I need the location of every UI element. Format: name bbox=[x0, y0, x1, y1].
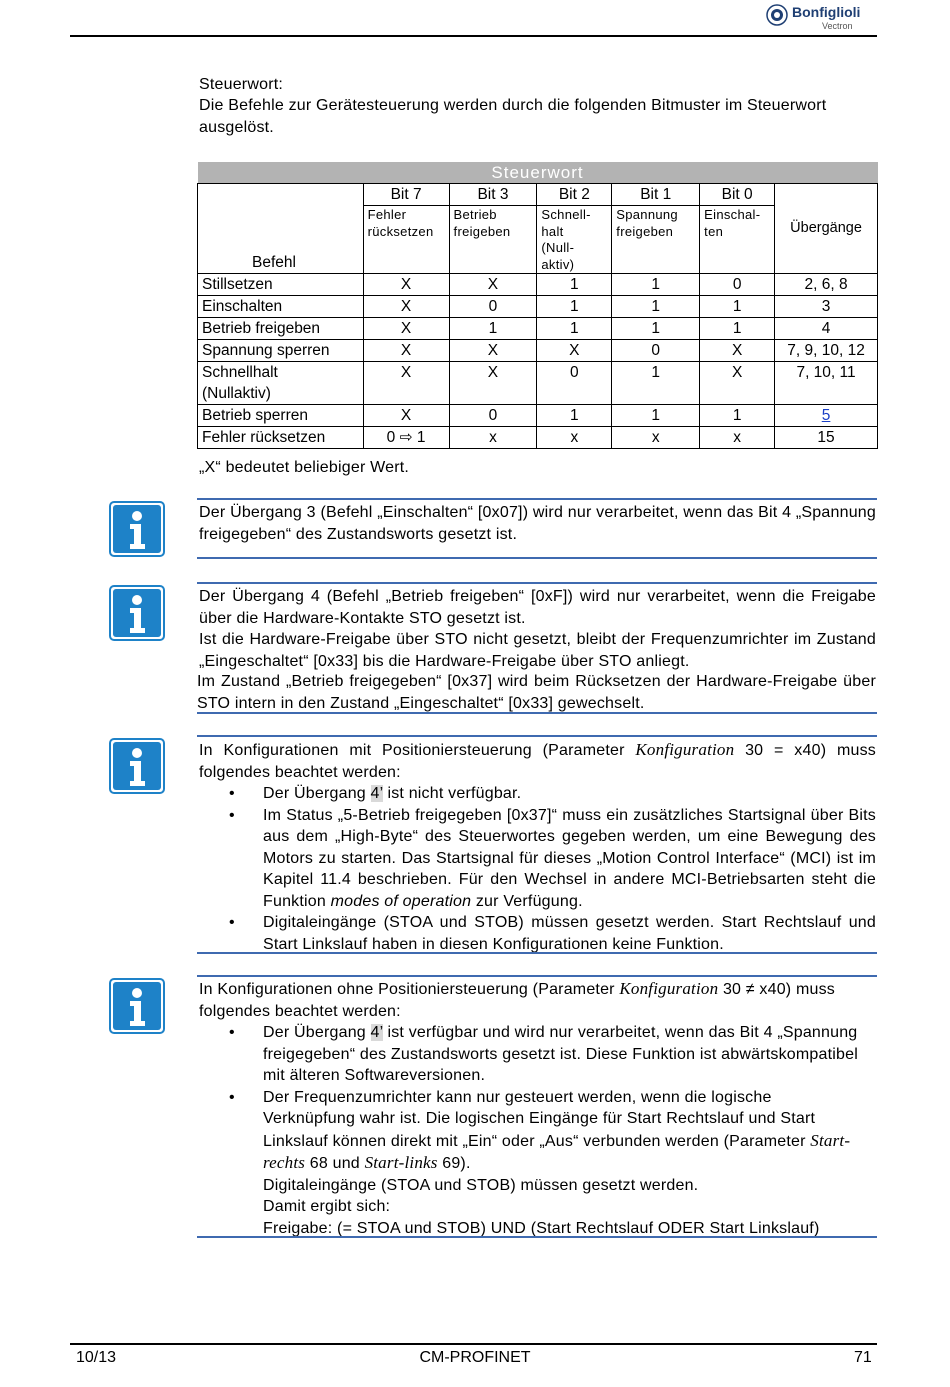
table-note: „X“ bedeutet beliebiger Wert. bbox=[199, 459, 410, 476]
bit-header: Bit 2 bbox=[537, 184, 612, 206]
note-separator bbox=[197, 952, 877, 954]
command-cell: Spannung sperren bbox=[198, 340, 364, 362]
command-cell: Betrieb sperren bbox=[198, 405, 364, 427]
bit-description: Spannung freigeben bbox=[612, 206, 700, 274]
value-cell: X bbox=[363, 405, 449, 427]
value-cell: 1 bbox=[449, 318, 537, 340]
note-separator bbox=[197, 735, 877, 737]
bit-description: Fehler rücksetzen bbox=[363, 206, 449, 274]
value-cell: 1 bbox=[700, 296, 775, 318]
value-cell: X bbox=[700, 340, 775, 362]
bit-description: Einschal- ten bbox=[700, 206, 775, 274]
value-cell: X bbox=[449, 274, 537, 296]
parameter-name: Start-rechts bbox=[263, 1130, 851, 1172]
value-cell: X bbox=[449, 340, 537, 362]
info-icon bbox=[109, 978, 165, 1034]
transition-cell: 7, 10, 11 bbox=[775, 362, 878, 405]
bit-header: Bit 0 bbox=[700, 184, 775, 206]
note-intro: In Konfigurationen ohne Positioniersteuerung (Parameter Konfiguration 30 ≠ x40) muss folgendes beachtet werden: bbox=[199, 979, 836, 1020]
note-paragraph: Der Übergang 4 (Befehl „Betrieb freigeben“ [0xF]) wird nur verarbeitet, wenn die Freigabe über die Hardware-Kontakte STO gesetzt ist. bbox=[199, 588, 876, 627]
intro-text: Die Befehle zur Gerätesteuerung werden durch die folgenden Bitmuster im Steuerwort ausgelöst. bbox=[199, 97, 827, 136]
value-cell: 1 bbox=[612, 296, 700, 318]
bit-description: Betrieb freigeben bbox=[449, 206, 537, 274]
bonfiglioli-logo-icon bbox=[766, 4, 788, 26]
transition-cell bbox=[775, 405, 878, 427]
bit-description: Schnell- halt (Null- aktiv) bbox=[537, 206, 612, 274]
list-item: • Digitaleingänge (STOA und STOB) müssen gesetzt werden. Start Rechtslauf und Start Linkslauf haben in diesen Konfigurationen keine Funktion. bbox=[199, 912, 876, 955]
bullet-list bbox=[199, 1022, 859, 1239]
value-cell: 1 bbox=[612, 405, 700, 427]
note-separator bbox=[197, 498, 877, 500]
table-title-row bbox=[198, 162, 878, 184]
list-item: • Der Frequenzumrichter kann nur gesteuert werden, wenn die logische Verknüpfung wahr ist. Die logischen Eingänge für Start Rechtslauf und Start Linkslauf können direkt mit „Ein“ oder „Aus“ verbunden werden (Parameter Start-rechts 68 und Start-links 69). Digitaleingänge (STOA und STOB) müssen gesetzt werden. Damit ergibt sich: Freigabe: (= STOA und STOB) UND (Start Rechtslauf ODER Start Linkslauf) bbox=[199, 1087, 859, 1240]
value-cell: X bbox=[537, 340, 612, 362]
bonfiglioli-logo bbox=[766, 2, 876, 34]
bit-header: Bit 1 bbox=[612, 184, 700, 206]
note-text: Der Übergang 3 (Befehl „Einschalten“ [0x07]) wird nur verarbeitet, wenn das Bit 4 „Spannung freigegeben“ des Zustandsworts gesetzt ist. bbox=[199, 504, 876, 543]
info-icon bbox=[109, 501, 165, 557]
footer-date: 10/13 bbox=[76, 1349, 117, 1366]
transition-cell: 4 bbox=[775, 318, 878, 340]
note-separator bbox=[197, 1236, 877, 1238]
befehl-header: Befehl bbox=[198, 184, 364, 274]
transition-cell: 15 bbox=[775, 427, 878, 449]
value-cell: 1 bbox=[537, 318, 612, 340]
value-cell: 1 bbox=[700, 318, 775, 340]
value-cell: x bbox=[612, 427, 700, 449]
command-cell: Fehler rücksetzen bbox=[198, 427, 364, 449]
parameter-name: Konfiguration bbox=[635, 740, 735, 759]
value-cell: 1 bbox=[612, 274, 700, 296]
value-cell: 1 bbox=[612, 362, 700, 405]
note-paragraph: Ist die Hardware-Freigabe über STO nicht gesetzt, bleibt der Frequenzumrichter im Zustand „Eingeschaltet“ [0x33] bis die Hardware-Freigabe über STO anliegt. bbox=[199, 631, 876, 670]
note-separator bbox=[197, 557, 877, 559]
note-separator bbox=[197, 712, 877, 714]
value-cell: 1 bbox=[700, 405, 775, 427]
logo-sub: Vectron bbox=[822, 21, 853, 31]
value-cell: X bbox=[700, 362, 775, 405]
transition-cell: 7, 9, 10, 12 bbox=[775, 340, 878, 362]
value-cell: x bbox=[700, 427, 775, 449]
value-cell: 0 bbox=[700, 274, 775, 296]
value-cell: 1 bbox=[537, 274, 612, 296]
parameter-name: Konfiguration bbox=[619, 979, 719, 998]
note-block bbox=[199, 978, 859, 1239]
command-cell: Schnellhalt (Nullaktiv) bbox=[198, 362, 364, 405]
list-item: • Der Übergang 4’ ist verfügbar und wird nur verarbeitet, wenn das Bit 4 „Spannung freigegeben“ des Zustandsworts gesetzt ist. Diese Funktion ist abwärtskompatibel mit älteren Softwareversionen. bbox=[199, 1022, 859, 1087]
value-cell: 0 bbox=[449, 405, 537, 427]
parameter-name: Start-links bbox=[364, 1153, 438, 1172]
info-icon bbox=[109, 585, 165, 641]
value-cell: 0 bbox=[612, 340, 700, 362]
table-row bbox=[198, 405, 878, 427]
bit-header: Bit 7 bbox=[363, 184, 449, 206]
steuerwort-table bbox=[197, 162, 878, 449]
command-cell: Einschalten bbox=[198, 296, 364, 318]
value-cell: 1 bbox=[537, 296, 612, 318]
value-cell: X bbox=[363, 274, 449, 296]
table-title: Steuerwort bbox=[198, 162, 878, 184]
list-item: • Im Status „5-Betrieb freigegeben [0x37]“ muss ein zusätzliches Startsignal über Bits aus dem „High-Byte“ des Steuerwortes gegeben werden, um eine Bewegung des Motors zu starten. Das Startsignal für dieses „Motion Control Interface“ (MCI) ist im Kapitel 11.4 beschrieben. Für den Wechsel in andere MCI-Betriebsarten steht die Funktion modes of operation zur Verfügung. bbox=[199, 805, 876, 913]
list-item: • Der Übergang 4’ ist nicht verfügbar. bbox=[199, 783, 876, 805]
bullet-list bbox=[199, 783, 876, 955]
value-cell: X bbox=[363, 296, 449, 318]
value-cell: X bbox=[449, 362, 537, 405]
note-paragraph: Im Zustand „Betrieb freigegeben“ [0x37] wird beim Rücksetzen der Hardware-Freigabe über STO intern in den Zustand „Eingeschaltet“ [0x33] gewechselt. bbox=[197, 673, 876, 712]
value-cell: x bbox=[449, 427, 537, 449]
table-bit-row bbox=[198, 184, 878, 206]
value-cell: x bbox=[537, 427, 612, 449]
note-intro: In Konfigurationen mit Positioniersteuerung (Parameter Konfiguration 30 = x40) muss folgendes beachtet werden: bbox=[199, 740, 876, 781]
table-row bbox=[198, 427, 878, 449]
table-row bbox=[198, 274, 878, 296]
bit-header: Bit 3 bbox=[449, 184, 537, 206]
note-block bbox=[199, 739, 876, 955]
info-icon bbox=[109, 738, 165, 794]
uebergaenge-header: Übergänge bbox=[775, 184, 878, 274]
value-cell: 1 bbox=[537, 405, 612, 427]
header-rule bbox=[70, 35, 877, 37]
value-cell: X bbox=[363, 340, 449, 362]
page-number: 71 bbox=[854, 1349, 872, 1366]
command-cell: Stillsetzen bbox=[198, 274, 364, 296]
value-cell: 0 bbox=[449, 296, 537, 318]
logo-brand: Bonfiglioli bbox=[792, 4, 861, 20]
value-cell: X bbox=[363, 318, 449, 340]
footer-title: CM-PROFINET bbox=[419, 1349, 531, 1366]
value-cell: 0 bbox=[537, 362, 612, 405]
transition-cell: 3 bbox=[775, 296, 878, 318]
table-row bbox=[198, 340, 878, 362]
section-heading: Steuerwort: bbox=[199, 76, 284, 93]
table-row bbox=[198, 318, 878, 340]
footer-rule bbox=[70, 1343, 877, 1345]
transition-cell: 2, 6, 8 bbox=[775, 274, 878, 296]
value-cell: X bbox=[363, 362, 449, 405]
note-separator bbox=[197, 582, 877, 584]
table-row bbox=[198, 362, 878, 405]
transition-link[interactable]: 5 bbox=[821, 407, 831, 424]
value-cell: 1 bbox=[612, 318, 700, 340]
command-cell: Betrieb freigeben bbox=[198, 318, 364, 340]
value-cell: 0 ⇨ 1 bbox=[363, 427, 449, 449]
table-row bbox=[198, 296, 878, 318]
note-separator bbox=[197, 975, 877, 977]
